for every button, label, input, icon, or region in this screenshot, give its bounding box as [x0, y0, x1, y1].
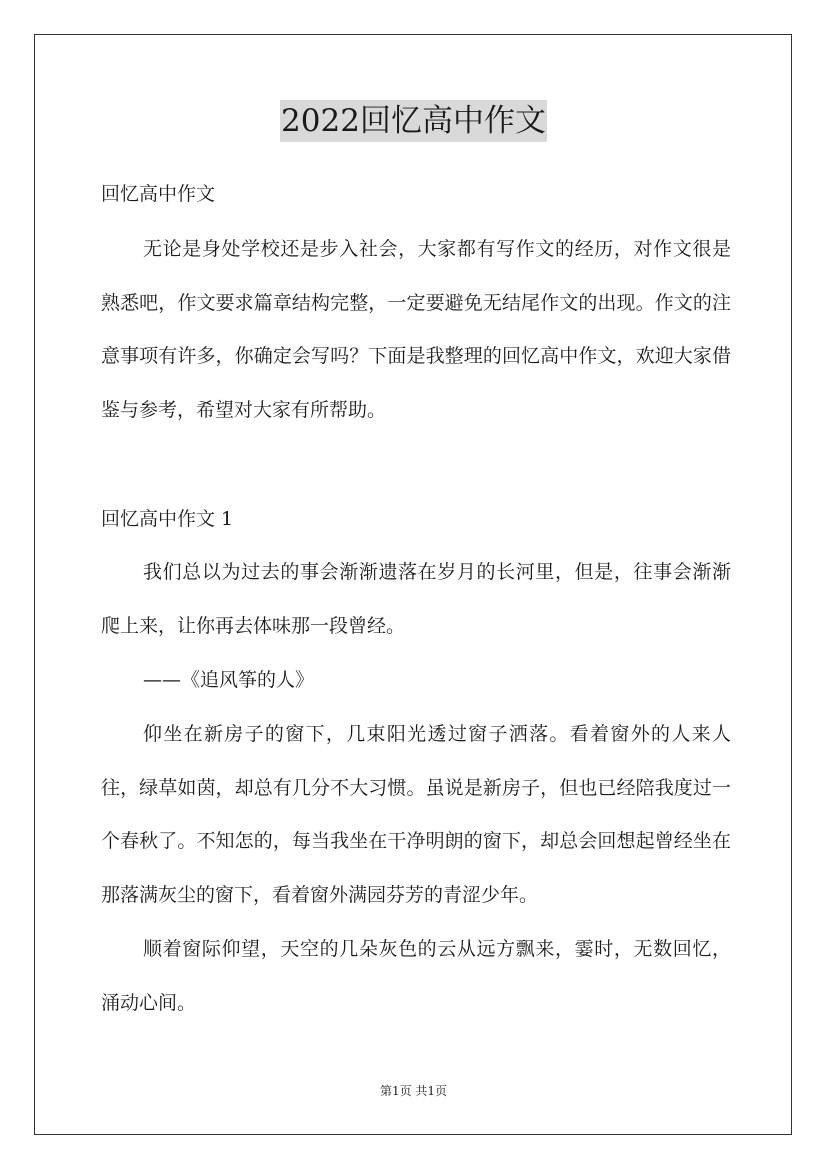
quote-source: ——《追风筝的人》: [143, 669, 315, 691]
section-heading: 回忆高中作文 1: [101, 508, 234, 530]
body-paragraph-1: 我们总以为过去的事会渐渐遗落在岁月的长河里，但是，往事会渐渐爬上来，让你再去体味那一段曾经。: [101, 561, 731, 637]
intro-paragraph: 无论是身处学校还是步入社会，大家都有写作文的经历，对作文很是熟悉吧，作文要求篇章结构完整，一定要避免无结尾作文的出现。作文的注意事项有许多，你确定会写吗？下面是我整理的回忆高中作文，欢迎大家借鉴与参考，希望对大家有所帮助。: [101, 238, 731, 421]
title-container: [0, 100, 827, 142]
body-paragraph-2: 仰坐在新房子的窗下，几束阳光透过窗子洒落。看着窗外的人来人往，绿草如茵，却总有几分不大习惯。虽说是新房子，但也已经陪我度过一个春秋了。不知怎的，每当我坐在干净明朗的窗下，却总会回想起曾经坐在那落满灰尘的窗下，看着窗外满园芬芳的青涩少年。: [101, 723, 731, 906]
intro-heading: 回忆高中作文: [101, 183, 216, 205]
body-paragraph-3: 顺着窗际仰望，天空的几朵灰色的云从远方飘来，霎时，无数回忆，涌动心间。: [101, 938, 731, 1014]
document-title: 2022回忆高中作文: [280, 100, 547, 142]
page-footer: 第1页 共1页: [379, 1084, 448, 1098]
